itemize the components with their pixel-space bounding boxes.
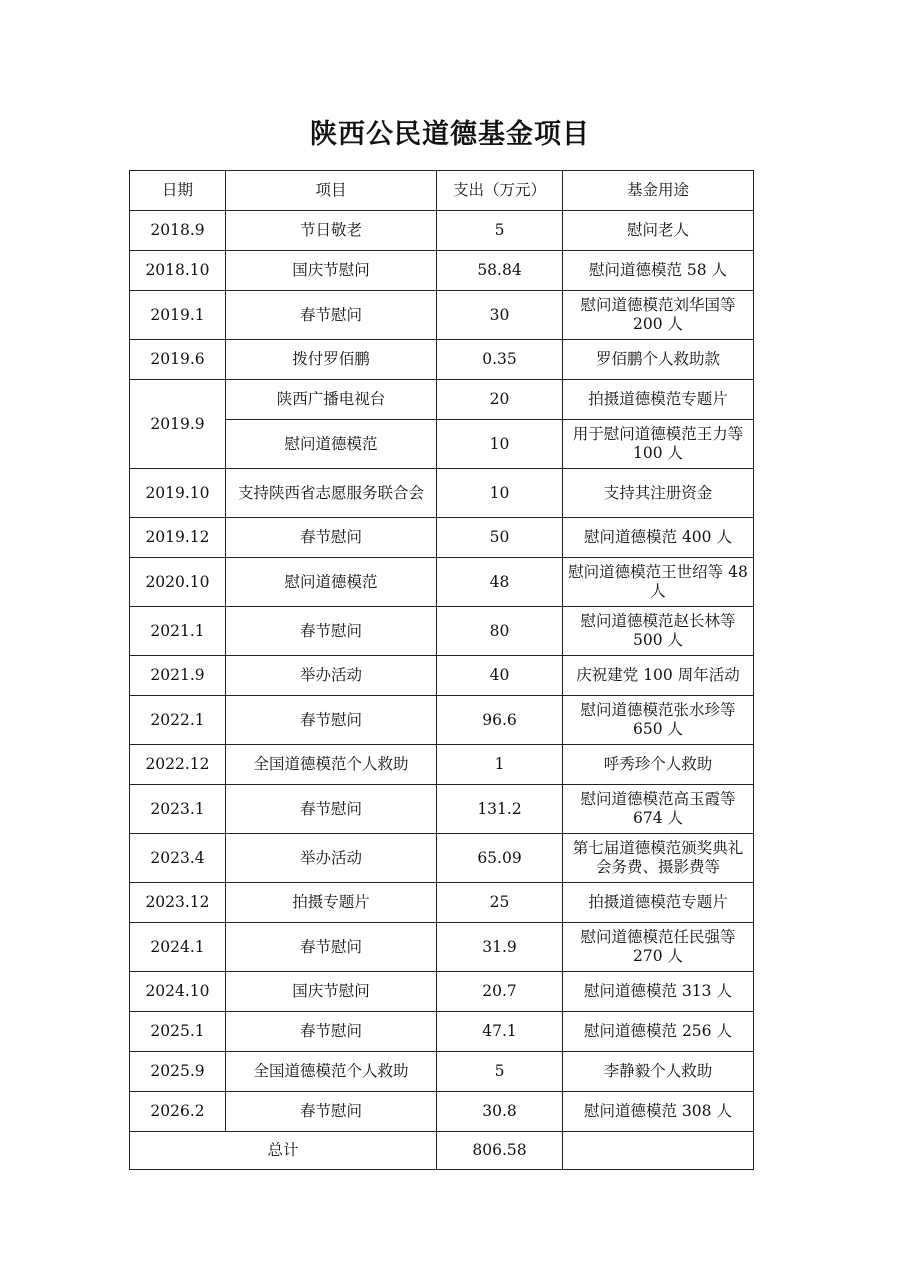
project-cell: 慰问道德模范	[226, 420, 437, 469]
fund-table	[129, 170, 754, 1170]
project-cell: 春节慰问	[226, 696, 437, 745]
table-row	[130, 1012, 754, 1052]
amount-cell: 20.7	[437, 972, 563, 1012]
purpose-cell: 罗佰鹏个人救助款	[563, 340, 754, 380]
date-cell: 2020.10	[130, 558, 226, 607]
project-cell: 举办活动	[226, 834, 437, 883]
amount-cell: 40	[437, 656, 563, 696]
date-cell: 2025.9	[130, 1052, 226, 1092]
amount-cell: 48	[437, 558, 563, 607]
amount-cell: 96.6	[437, 696, 563, 745]
table-row	[130, 211, 754, 251]
purpose-cell: 慰问道德模范任民强等 270 人	[563, 923, 754, 972]
total-purpose	[563, 1132, 754, 1170]
purpose-cell: 慰问道德模范刘华国等 200 人	[563, 291, 754, 340]
table-row	[130, 518, 754, 558]
purpose-cell: 慰问道德模范张水珍等 650 人	[563, 696, 754, 745]
date-cell: 2023.4	[130, 834, 226, 883]
date-cell: 2019.9	[130, 380, 226, 469]
project-cell: 支持陕西省志愿服务联合会	[226, 469, 437, 518]
purpose-cell: 慰问道德模范 400 人	[563, 518, 754, 558]
header-project: 项目	[226, 171, 437, 211]
date-cell: 2019.6	[130, 340, 226, 380]
amount-cell: 31.9	[437, 923, 563, 972]
project-cell: 举办活动	[226, 656, 437, 696]
table-row	[130, 469, 754, 518]
date-cell: 2025.1	[130, 1012, 226, 1052]
date-cell: 2022.12	[130, 745, 226, 785]
amount-cell: 131.2	[437, 785, 563, 834]
table-row	[130, 251, 754, 291]
table-row	[130, 1052, 754, 1092]
date-cell: 2022.1	[130, 696, 226, 745]
date-cell: 2021.1	[130, 607, 226, 656]
table-row	[130, 558, 754, 607]
project-cell: 国庆节慰问	[226, 972, 437, 1012]
amount-cell: 30	[437, 291, 563, 340]
project-cell: 拍摄专题片	[226, 883, 437, 923]
purpose-cell: 慰问道德模范赵长林等 500 人	[563, 607, 754, 656]
amount-cell: 47.1	[437, 1012, 563, 1052]
amount-cell: 10	[437, 469, 563, 518]
project-cell: 春节慰问	[226, 785, 437, 834]
project-cell: 国庆节慰问	[226, 251, 437, 291]
date-cell: 2019.1	[130, 291, 226, 340]
project-cell: 节日敬老	[226, 211, 437, 251]
date-cell: 2023.1	[130, 785, 226, 834]
table-row	[130, 380, 754, 420]
amount-cell: 65.09	[437, 834, 563, 883]
total-label: 总计	[130, 1132, 437, 1170]
date-cell: 2018.10	[130, 251, 226, 291]
amount-cell: 30.8	[437, 1092, 563, 1132]
amount-cell: 1	[437, 745, 563, 785]
table-row	[130, 291, 754, 340]
table-row	[130, 607, 754, 656]
table-row	[130, 972, 754, 1012]
purpose-cell: 呼秀珍个人救助	[563, 745, 754, 785]
purpose-cell: 拍摄道德模范专题片	[563, 380, 754, 420]
amount-cell: 5	[437, 1052, 563, 1092]
purpose-cell: 慰问道德模范 256 人	[563, 1012, 754, 1052]
table-row	[130, 696, 754, 745]
table-header-row	[130, 171, 754, 211]
purpose-cell: 支持其注册资金	[563, 469, 754, 518]
purpose-cell: 第七届道德模范颁奖典礼会务费、摄影费等	[563, 834, 754, 883]
purpose-cell: 慰问道德模范高玉霞等 674 人	[563, 785, 754, 834]
project-cell: 拨付罗佰鹏	[226, 340, 437, 380]
table-row	[130, 340, 754, 380]
project-cell: 全国道德模范个人救助	[226, 1052, 437, 1092]
project-cell: 春节慰问	[226, 291, 437, 340]
table-row	[130, 1092, 754, 1132]
purpose-cell: 李静毅个人救助	[563, 1052, 754, 1092]
project-cell: 春节慰问	[226, 1092, 437, 1132]
purpose-cell: 慰问道德模范 313 人	[563, 972, 754, 1012]
project-cell: 春节慰问	[226, 1012, 437, 1052]
date-cell: 2026.2	[130, 1092, 226, 1132]
header-purpose: 基金用途	[563, 171, 754, 211]
table-row	[130, 785, 754, 834]
amount-cell: 58.84	[437, 251, 563, 291]
project-cell: 陕西广播电视台	[226, 380, 437, 420]
date-cell: 2018.9	[130, 211, 226, 251]
purpose-cell: 庆祝建党 100 周年活动	[563, 656, 754, 696]
amount-cell: 5	[437, 211, 563, 251]
purpose-cell: 慰问道德模范王世绍等 48 人	[563, 558, 754, 607]
header-date: 日期	[130, 171, 226, 211]
table-row	[130, 834, 754, 883]
date-cell: 2024.1	[130, 923, 226, 972]
table-row	[130, 745, 754, 785]
purpose-cell: 用于慰问道德模范王力等 100 人	[563, 420, 754, 469]
date-cell: 2019.10	[130, 469, 226, 518]
date-cell: 2023.12	[130, 883, 226, 923]
purpose-cell: 慰问道德模范 308 人	[563, 1092, 754, 1132]
total-amount: 806.58	[437, 1132, 563, 1170]
amount-cell: 80	[437, 607, 563, 656]
amount-cell: 50	[437, 518, 563, 558]
amount-cell: 20	[437, 380, 563, 420]
project-cell: 慰问道德模范	[226, 558, 437, 607]
amount-cell: 0.35	[437, 340, 563, 380]
table-row	[130, 883, 754, 923]
purpose-cell: 拍摄道德模范专题片	[563, 883, 754, 923]
date-cell: 2021.9	[130, 656, 226, 696]
header-amount: 支出（万元）	[437, 171, 563, 211]
project-cell: 春节慰问	[226, 923, 437, 972]
date-cell: 2019.12	[130, 518, 226, 558]
date-cell: 2024.10	[130, 972, 226, 1012]
project-cell: 全国道德模范个人救助	[226, 745, 437, 785]
purpose-cell: 慰问老人	[563, 211, 754, 251]
table-row	[130, 656, 754, 696]
amount-cell: 25	[437, 883, 563, 923]
project-cell: 春节慰问	[226, 607, 437, 656]
project-cell: 春节慰问	[226, 518, 437, 558]
table-row	[130, 923, 754, 972]
amount-cell: 10	[437, 420, 563, 469]
total-row	[130, 1132, 754, 1170]
purpose-cell: 慰问道德模范 58 人	[563, 251, 754, 291]
page-title: 陕西公民道德基金项目	[310, 119, 590, 150]
